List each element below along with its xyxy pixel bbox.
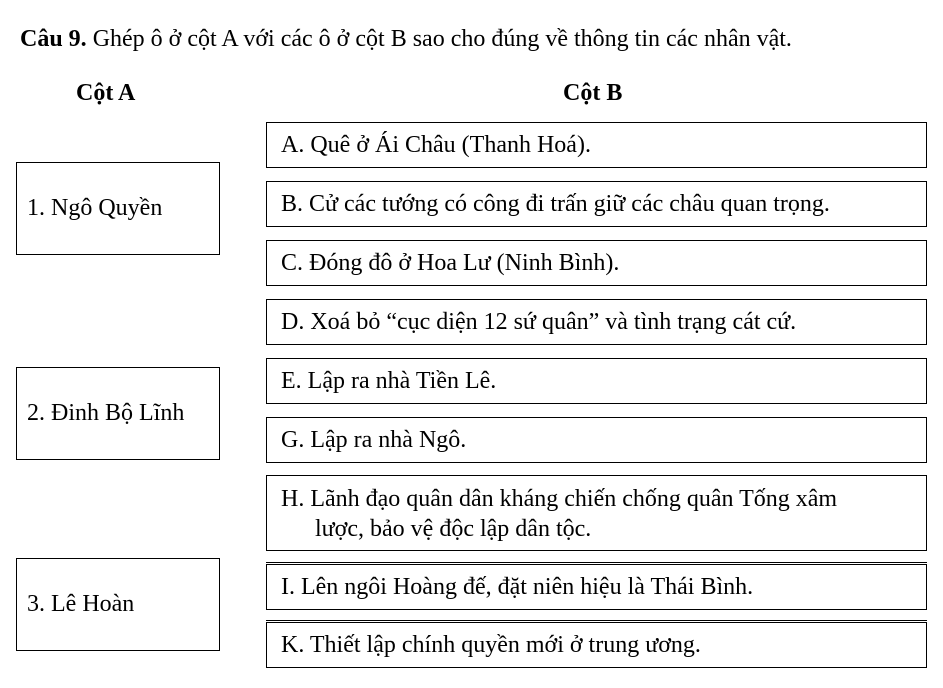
column-b-item-label	[281, 484, 837, 544]
column-b-item-e[interactable]	[266, 358, 927, 404]
column-b-item-k[interactable]	[266, 622, 927, 668]
column-b-item-b[interactable]	[266, 181, 927, 227]
column-b-item-h-line-1: H. Lãnh đạo quân dân kháng chiến chống quân Tống xâm	[281, 486, 838, 512]
question-prompt	[20, 26, 792, 53]
column-a-item-2[interactable]	[16, 367, 220, 460]
column-b-item-c[interactable]	[266, 240, 927, 286]
column-a-item-label: 2. Đinh Bộ Lĩnh	[27, 400, 185, 426]
column-b-item-h-line-2: lược, bảo vệ độc lập dân tộc.	[315, 516, 592, 542]
column-b-item-i[interactable]	[266, 564, 927, 610]
column-b-item-label: D. Xoá bỏ “cục diện 12 sứ quân” và tình trạng cát cứ.	[281, 308, 797, 335]
column-b-item-label: A. Quê ở Ái Châu (Thanh Hoá).	[281, 131, 591, 158]
question-number: Câu 9.	[20, 26, 87, 52]
column-a-item-1[interactable]	[16, 162, 220, 255]
column-b-item-d[interactable]	[266, 299, 927, 345]
column-b-item-h[interactable]	[266, 475, 927, 551]
column-b-item-label: E. Lập ra nhà Tiền Lê.	[281, 367, 497, 394]
column-b-item-label: B. Cử các tướng có công đi trấn giữ các châu quan trọng.	[281, 190, 830, 217]
column-a-item-label: 1. Ngô Quyền	[27, 195, 163, 221]
column-b-item-g[interactable]	[266, 417, 927, 463]
column-b-item-label: C. Đóng đô ở Hoa Lư (Ninh Bình).	[281, 249, 620, 276]
column-b-item-label: G. Lập ra nhà Ngô.	[281, 426, 467, 453]
column-b-item-a[interactable]	[266, 122, 927, 168]
column-b-heading: Cột B	[563, 80, 623, 106]
column-a-item-label: 3. Lê Hoàn	[27, 591, 135, 617]
column-b-item-label: I. Lên ngôi Hoàng đế, đặt niên hiệu là Thái Bình.	[281, 573, 754, 600]
divider	[266, 620, 927, 621]
question-text: Ghép ô ở cột A với các ô ở cột B sao cho đúng về thông tin các nhân vật.	[86, 26, 792, 52]
column-a-heading: Cột A	[76, 80, 136, 106]
column-a-item-3[interactable]	[16, 558, 220, 651]
column-b-item-label: K. Thiết lập chính quyền mới ở trung ương.	[281, 631, 701, 658]
divider	[266, 562, 927, 563]
